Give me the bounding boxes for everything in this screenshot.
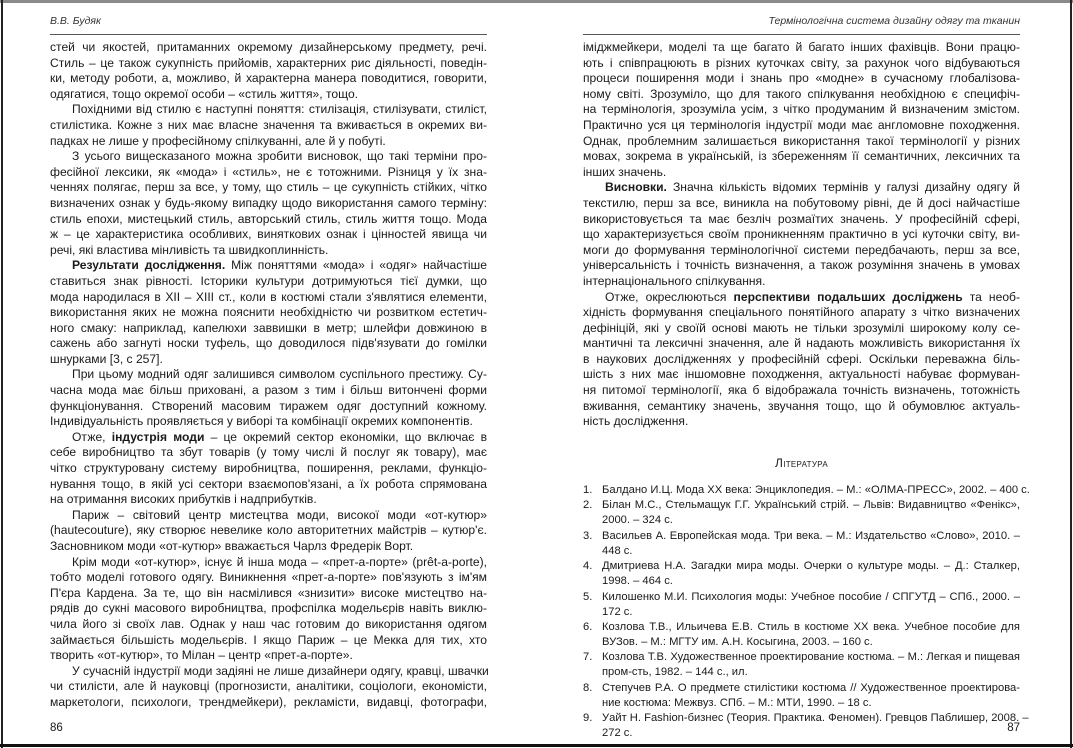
text-segment: та необ- [962, 289, 1020, 304]
text-line [583, 196, 1020, 212]
text-line [50, 40, 487, 56]
page-number: 86 [50, 722, 63, 734]
text-segment: моги до формування термінологічної системи передбачають, перш за все, [583, 242, 1020, 257]
text-line [50, 290, 487, 306]
text-line [583, 243, 1020, 259]
text-line [50, 399, 487, 415]
text-segment: П'єра Кардена. За те, що він насмілився «знизити» високе мистецтво на- [50, 585, 487, 600]
text-line [583, 149, 1020, 165]
paragraph [50, 102, 487, 149]
paragraph [50, 149, 487, 258]
paragraph [50, 664, 487, 711]
reference-item [583, 620, 1020, 650]
text-line [50, 633, 487, 649]
paragraph [50, 40, 487, 102]
text-line [50, 227, 487, 243]
header-rule [50, 34, 487, 35]
text-line [583, 414, 1020, 430]
text-line [583, 180, 1020, 196]
reference-line: ВУЗов. – М.: МГТУ им. А.Н. Косыгина, 2003. – 160 с. [602, 635, 873, 648]
text-segment: себе виробництво та збут товарів (у тому числі й послуг як товару), має [50, 445, 487, 460]
reference-item [583, 590, 1020, 620]
text-segment: Між поняттями «мода» і «одяг» найчастіше [225, 258, 487, 273]
text-segment: Париж – світовий центр мистецтва моди, високої моди «от-кутюр» [72, 507, 487, 522]
text-segment: шнурками [3, с 257]. [50, 351, 163, 366]
text-segment: стилістика. Кожне з них має власне значення та вживається в окремих ви- [50, 117, 487, 132]
text-segment: використовується та має безліч розмаїтих значень. У професійній сфері, [583, 211, 1020, 226]
text-line [583, 367, 1020, 383]
text-segment: хідність формування спеціального понятійного апарату з чітко визначених [583, 305, 1020, 320]
text-line [50, 243, 487, 259]
text-segment: Значна кількість відомих термінів у галузі дизайну одягу й [666, 180, 1020, 195]
reference-line: Васильев А. Европейская мода. Три века. – М.: Издательство «Слово», 2010. – [602, 529, 1020, 542]
text-segment: ки, методу роботи, а, можливо, й характерна манера поводитися, говорити, [50, 71, 487, 86]
reference-line: пром-сть, 1982. – 144 с., ил. [602, 666, 748, 679]
text-segment: рядів до сукні масового виробництва, профспілка модельєрів навіть виклю- [50, 601, 487, 616]
text-line [583, 258, 1020, 274]
text-line [583, 274, 1020, 290]
reference-item [583, 498, 1020, 528]
text-segment: універсальність і точність визначення, а також розуміння значень в умовах [583, 258, 1020, 273]
text-segment: іміджмейкери, моделі та ще багато й багато інших фахівців. Вони працю- [583, 40, 1020, 54]
paragraph [50, 555, 487, 664]
text-segment: Засновником моди «от-кутюр» вважається Чарлз Фредерік Ворт. [50, 539, 414, 553]
text-line [50, 492, 487, 508]
text-line [583, 71, 1020, 87]
text-segment: функціонування. Створений масовим тиражем одяг доступний кожному. [50, 398, 487, 413]
bold-term: Висновки. [605, 180, 667, 195]
text-line [583, 290, 1020, 306]
reference-item [583, 650, 1020, 680]
text-segment: ня питомої термінології, яка б відображала точність визначень, тотожність [583, 383, 1020, 398]
reference-line: Балдано И.Ц. Мода XX века: Энциклопедия. – М.: «ОЛМА-ПРЕСС», 2002. – 400 с. [602, 484, 1030, 496]
text-line [583, 383, 1020, 399]
text-segment: часна мода має більш приховані, а разом з тим і більш витончені форми [50, 383, 487, 398]
text-line [50, 586, 487, 602]
body-text [583, 40, 1020, 430]
text-line [583, 227, 1020, 243]
text-segment: ченнях полягає, перш за все, у тому, що стиль – це сукупність стійких, чітко [50, 180, 487, 195]
text-line [583, 321, 1020, 337]
reference-item [583, 711, 1029, 741]
reference-number: 3. [583, 529, 593, 542]
text-segment: падках не лише у професійному спілкуванні, але й у побуті. [50, 133, 386, 148]
text-line [50, 430, 487, 446]
text-line [583, 399, 1020, 415]
text-segment: що характеризується своїм проникненням практично в усі куточки світу, ви- [583, 227, 1020, 242]
paragraph [583, 180, 1020, 289]
reference-item [583, 559, 1020, 589]
text-line [50, 601, 487, 617]
text-segment: Отже, окреслюються [605, 289, 734, 304]
reference-number: 5. [583, 590, 593, 603]
reference-number: 8. [583, 681, 593, 694]
text-segment: Практично уся ця термінологія індустрії моди має англомовне походження. [583, 117, 1020, 132]
text-segment: інтернаціонального спілкування. [583, 273, 766, 288]
text-segment: займається більшість модельєрів. І якщо Париж – це Мекка для тих, хто [50, 632, 487, 647]
reference-line: Білан М.С., Стельмащук Г.Г. Український стрій. – Львів: Видавництво «Фенікс», [602, 499, 1020, 512]
text-segment: нування тощо, в якій усі сектори взаємопов'язані, а їх робота спрямована [50, 476, 487, 491]
text-segment: ють і співпрацюють в різних куточках світу, за рахунок чого відбуваються [583, 55, 1020, 70]
text-segment: дефініцій, які у своїй основі мають не тільки зрозумілі широкому колу се- [583, 320, 1020, 335]
text-line [50, 196, 487, 212]
text-line [50, 321, 487, 337]
reference-line: 272 с. [602, 727, 633, 740]
text-segment: При цьому модний одяг залишився символом суспільного престижу. Су- [72, 367, 487, 382]
text-line [50, 134, 487, 150]
text-line [50, 679, 487, 695]
text-line [50, 445, 487, 461]
text-segment: сажень або загнуті носки туфель, що доводилося підв'язувати до гомілки [50, 336, 487, 351]
text-line [50, 274, 487, 290]
scan-frame-bottom [0, 744, 1073, 747]
text-line [583, 56, 1020, 72]
reference-number: 4. [583, 560, 593, 573]
reference-item [583, 483, 1030, 498]
text-line [50, 523, 487, 539]
text-segment: фесійної лексики, як «мода» і «стиль», не є тотожними. Різниця у їх зна- [50, 164, 487, 179]
text-segment: ставиться знак рівності. Історики культури дотримуються тієї думки, що [50, 273, 487, 288]
text-segment: – це окремий сектор економіки, що включає в [204, 429, 488, 444]
text-segment: (hautecouture), яку створює невелике коло авторитетних майстрів – кутюр'є. [50, 523, 487, 538]
text-segment: шість з них має іншомовне походження, актуальності набуває формуван- [583, 367, 1020, 382]
text-line [50, 165, 487, 181]
text-segment: мантичні та лексичні значення, але й надають можливість використання їх [583, 336, 1020, 351]
reference-line: Килошенко М.И. Психология моды: Учебное пособие / СПГУТД – СПб., 2000. – [602, 590, 1020, 603]
text-line [50, 664, 487, 680]
running-head-title: Термінологічна система дизайну одягу та тканин [768, 15, 1020, 27]
scan-frame-right [1070, 0, 1072, 748]
reference-number: 1. [583, 484, 593, 496]
text-segment: на отримання високих прибутків і надприбутків. [50, 492, 317, 507]
body-text [50, 40, 487, 711]
reference-line: 448 с. [602, 544, 633, 557]
header-rule [583, 34, 1020, 35]
left-page [50, 0, 487, 744]
text-line [50, 477, 487, 493]
reference-list [583, 483, 1030, 742]
text-line [583, 134, 1020, 150]
text-segment: текстилю, перш за все, виникла на побутовому рівні, де й досі найчастіше [583, 195, 1020, 210]
reference-number: 7. [583, 651, 593, 664]
reference-line: Степучев Р.А. О предмете стилістики костюма // Художественное проектирова- [602, 681, 1020, 694]
reference-number: 9. [583, 712, 593, 725]
text-line [50, 695, 487, 711]
text-segment: чи стилісти, але й науковці (прогнозисти, аналітики, соціологи, економісти, [50, 679, 487, 694]
text-segment: Стиль – це також сукупність прийомів, характерних рис діяльності, поведін- [50, 55, 487, 70]
text-line [50, 617, 487, 633]
bold-term: Результати дослідження. [72, 258, 226, 273]
reference-line: 2000. – 324 с. [602, 514, 673, 527]
text-line [50, 258, 487, 274]
text-line [583, 165, 1020, 181]
text-line [583, 87, 1020, 103]
text-line [583, 118, 1020, 134]
text-line [50, 118, 487, 134]
right-page [583, 0, 1030, 744]
reference-line: Козлова Т.В. Художественное проектирование костюма. – М.: Легкая и пищевая [602, 651, 1020, 664]
running-head-author: В.В. Будяк [50, 15, 101, 27]
text-line [50, 461, 487, 477]
paragraph [50, 508, 487, 555]
text-line [50, 180, 487, 196]
text-segment: ж – це характеристика особливих, виняткових ознак і цінностей явища чи [50, 227, 487, 242]
bold-term: індустрія моди [111, 429, 205, 444]
reference-number: 6. [583, 620, 593, 633]
text-segment: Крім моди «от-кутюр», існує й інша мода – «прет-а-порте» (prêt-a-porte), [72, 554, 487, 569]
text-line [50, 336, 487, 352]
text-segment: мода народилася в XII – XIII ст., коли в костюмі стали з'являтися елементи, [50, 289, 487, 304]
reference-number: 2. [583, 499, 593, 512]
text-segment: творить «от-кутюр», то Мілан – центр «прет-а-порте». [50, 648, 353, 663]
text-segment: інших значень. [583, 164, 667, 179]
text-line [583, 336, 1020, 352]
reference-line: Уайт Н. Fashion-бизнес (Теория. Практика. Феномен). Гревцов Паблишер, 2008. – [602, 712, 1029, 725]
text-line [50, 383, 487, 399]
text-segment: речі, які властива мінливість та швидкоплинність. [50, 242, 329, 257]
text-line [50, 367, 487, 383]
text-segment: Індивідуальність проявляється у виборі та комбінації окремих компонентів. [50, 414, 473, 429]
text-segment: ність дослідження. [583, 414, 689, 429]
literature-heading: Література [775, 456, 828, 470]
text-line [583, 102, 1020, 118]
text-segment: визначених ознак у будь-якому випадку щодо використання самого терміну: [50, 195, 487, 210]
text-segment: тобто моделі готового одягу. Виникнення «прет-а-порте» пов'язують з ім'ям [50, 570, 487, 585]
text-segment: вживання, семантику значень, звучання тощо, що й обумовлює актуаль- [583, 398, 1020, 413]
text-segment: Однак, проблемним залишається використання такої термінології у різних [583, 133, 1020, 148]
text-segment: ному світі. Зрозуміло, що для такого спілкування необхідною є специфіч- [583, 86, 1020, 101]
text-segment: З усього вищесказаного можна зробити висновок, що такі терміни про- [72, 149, 487, 164]
text-line [50, 555, 487, 571]
text-line [50, 648, 487, 664]
page-number: 87 [1007, 722, 1020, 734]
text-segment: ного смаку: наприклад, капелюхи заввишки в метр; шлейфи довжиною в [50, 320, 487, 335]
text-line [50, 149, 487, 165]
text-segment: мовах, зокрема в українській, із збереженням її семантичних, лексичних та [583, 149, 1020, 164]
reference-line: 1998. – 464 с. [602, 575, 673, 588]
paragraph [583, 40, 1020, 180]
text-line [583, 305, 1020, 321]
text-segment: одягатися, тощо окремої особи – «стиль життя», тощо. [50, 86, 359, 101]
text-line [50, 212, 487, 228]
text-line [583, 40, 1020, 56]
reference-item [583, 681, 1020, 711]
text-segment: Похідними від стилю є наступні поняття: стилізація, стилізувати, стиліст, [72, 102, 487, 117]
text-line [50, 508, 487, 524]
text-segment: чила його зі своїх лав. Однак у наш час готовим до використання одягом [50, 616, 487, 631]
reference-line: Дмитриева Н.А. Загадки мира моды. Очерки о культуре моды. – Д.: Сталкер, [602, 560, 1020, 573]
text-line [50, 570, 487, 586]
text-segment: стиль епохи, мистецький стиль, авторський стиль, стиль життя тощо. Мода [50, 211, 487, 226]
scan-frame-left [1, 0, 3, 748]
text-line [50, 414, 487, 430]
text-line [50, 56, 487, 72]
text-segment: процеси поширення моди і знань про «модне» в сучасному глобалізова- [583, 71, 1020, 86]
text-segment: використання яких не можна пояснити необхідністю чи розвитком естетич- [50, 305, 487, 320]
text-segment: стей чи якостей, притаманних окремому дизайнерському предмету, речі. [50, 40, 487, 54]
text-line [50, 305, 487, 321]
reference-line: 172 с. [602, 605, 633, 618]
text-segment: в наукових дослідженнях у професійній сфері. Оскільки переважна біль- [583, 351, 1020, 366]
text-line [50, 87, 487, 103]
reference-item [583, 529, 1020, 559]
text-line [583, 212, 1020, 228]
text-line [50, 102, 487, 118]
text-line [50, 71, 487, 87]
paragraph [50, 430, 487, 508]
paragraph [50, 367, 487, 429]
paragraph [583, 290, 1020, 430]
text-segment: Отже, [72, 429, 112, 444]
text-segment: У сучасній індустрії моди задіяні не лише дизайнери одягу, кравці, швачки [72, 663, 489, 678]
text-line [583, 352, 1020, 368]
text-line [50, 352, 487, 368]
text-segment: на термінологія, зрозуміла усім, з чітко продуманим й визначеним змістом. [583, 102, 1020, 117]
bold-term: перспективи подальших досліджень [733, 289, 963, 304]
paragraph [50, 258, 487, 367]
text-line [50, 539, 487, 555]
text-segment: маркетологи, психологи, трендмейкери), рекламісти, видавці, фотографи, [50, 694, 487, 709]
text-segment: чітко структуровану систему виробництва, поширення, реклами, функціо- [50, 461, 487, 476]
reference-line: Козлова Т.В., Ильичева Е.В. Стиль в костюме XX века. Учебное пособие для [602, 620, 1020, 633]
reference-line: ние костюма: Межвуз. СПб. – М.: МТИ, 1990. – 18 с. [602, 696, 872, 709]
